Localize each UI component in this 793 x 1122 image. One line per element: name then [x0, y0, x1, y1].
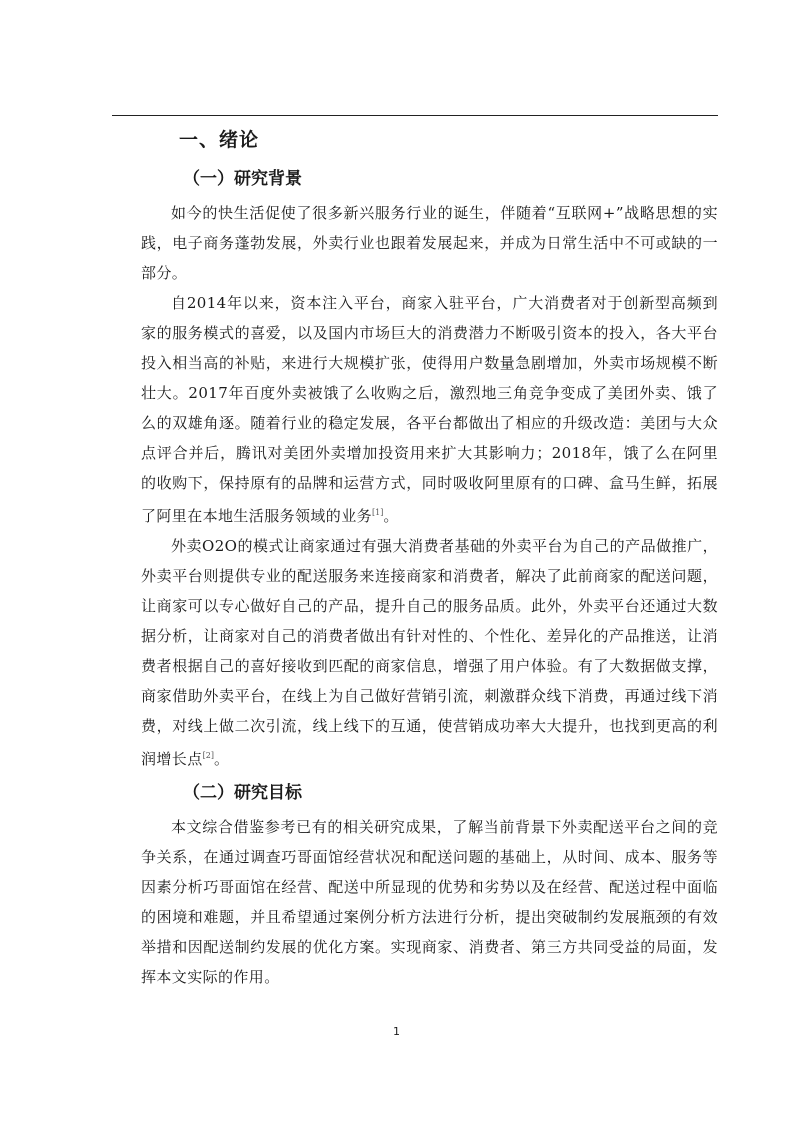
paragraph [141, 812, 718, 992]
paragraph-end: 。 [213, 750, 230, 768]
paragraph [141, 198, 718, 288]
citation-marker[interactable]: [1] [372, 508, 384, 517]
citation-marker[interactable]: [2] [202, 751, 214, 760]
paragraph-text: 自2014年以来，资本注入平台，商家入驻平台，广大消费者对于创新型高频到家的服务模式的喜爱，以及国内市场巨大的消费潜力不断吸引资本的投入，各大平台投入相当高的补贴，来进行大规模扩张，使得用户数量急剧增加，外卖市场规模不断壮大。2017年百度外卖被饿了么收购之后，激烈地三角竞争变成了美团外卖、饿了么的双雄角逐。随着行业的稳定发展，各平台都做出了相应的升级改造：美团与大众点评合并后，腾讯对美团外卖增加投资用来扩大其影响力；2018年，饿了么在阿里的收购下，保持原有的品牌和运营方式，同时吸收阿里原有的口碑、盒马生鲜，拓展了阿里在本地生活服务领域的业务 [141, 294, 718, 525]
header-rule [112, 115, 718, 116]
paragraph-end: 。 [383, 507, 399, 525]
chapter-title: 一、绪论 [179, 129, 260, 151]
paragraph-text: 如今的快生活促使了很多新兴服务行业的诞生，伴随着“互联网+”战略思想的实践，电子商务蓬勃发展，外卖行业也跟着发展起来，并成为日常生活中不可或缺的一部分。 [141, 204, 718, 282]
section-title-objectives: （二）研究目标 [183, 783, 302, 803]
paragraph-text: 本文综合借鉴参考已有的相关研究成果，了解当前背景下外卖配送平台之间的竞争关系，在通过调查巧哥面馆经营状况和配送问题的基础上，从时间、成本、服务等因素分析巧哥面馆在经营、配送中所显现的优势和劣势以及在经营、配送过程中面临的困境和难题，并且希望通过案例分析方法进行分析，提出突破制约发展瓶颈的有效举措和因配送制约发展的优化方案。实现商家、消费者、第三方共同受益的局面，发挥本文实际的作用。 [141, 818, 718, 986]
paragraph [141, 288, 718, 531]
page-content [141, 120, 718, 992]
paragraph-text: 外卖O2O的模式让商家通过有强大消费者基础的外卖平台为自己的产品做推广，外卖平台则提供专业的配送服务来连接商家和消费者，解决了此前商家的配送问题，让商家可以专心做好自己的产品，提升自己的服务品质。此外，外卖平台还通过大数据分析，让商家对自己的消费者做出有针对性的、个性化、差异化的产品推送，让消费者根据自己的喜好接收到匹配的商家信息，增强了用户体验。有了大数据做支撑，商家借助外卖平台，在线上为自己做好营销引流，刺激群众线下消费，再通过线下消费，对线上做二次引流，线上线下的互通，使营销成功率大大提升，也找到更高的利润增长点 [141, 537, 718, 768]
section-title-background: （一）研究背景 [183, 169, 302, 189]
page-number: 1 [393, 1025, 400, 1038]
paragraph [141, 531, 718, 774]
